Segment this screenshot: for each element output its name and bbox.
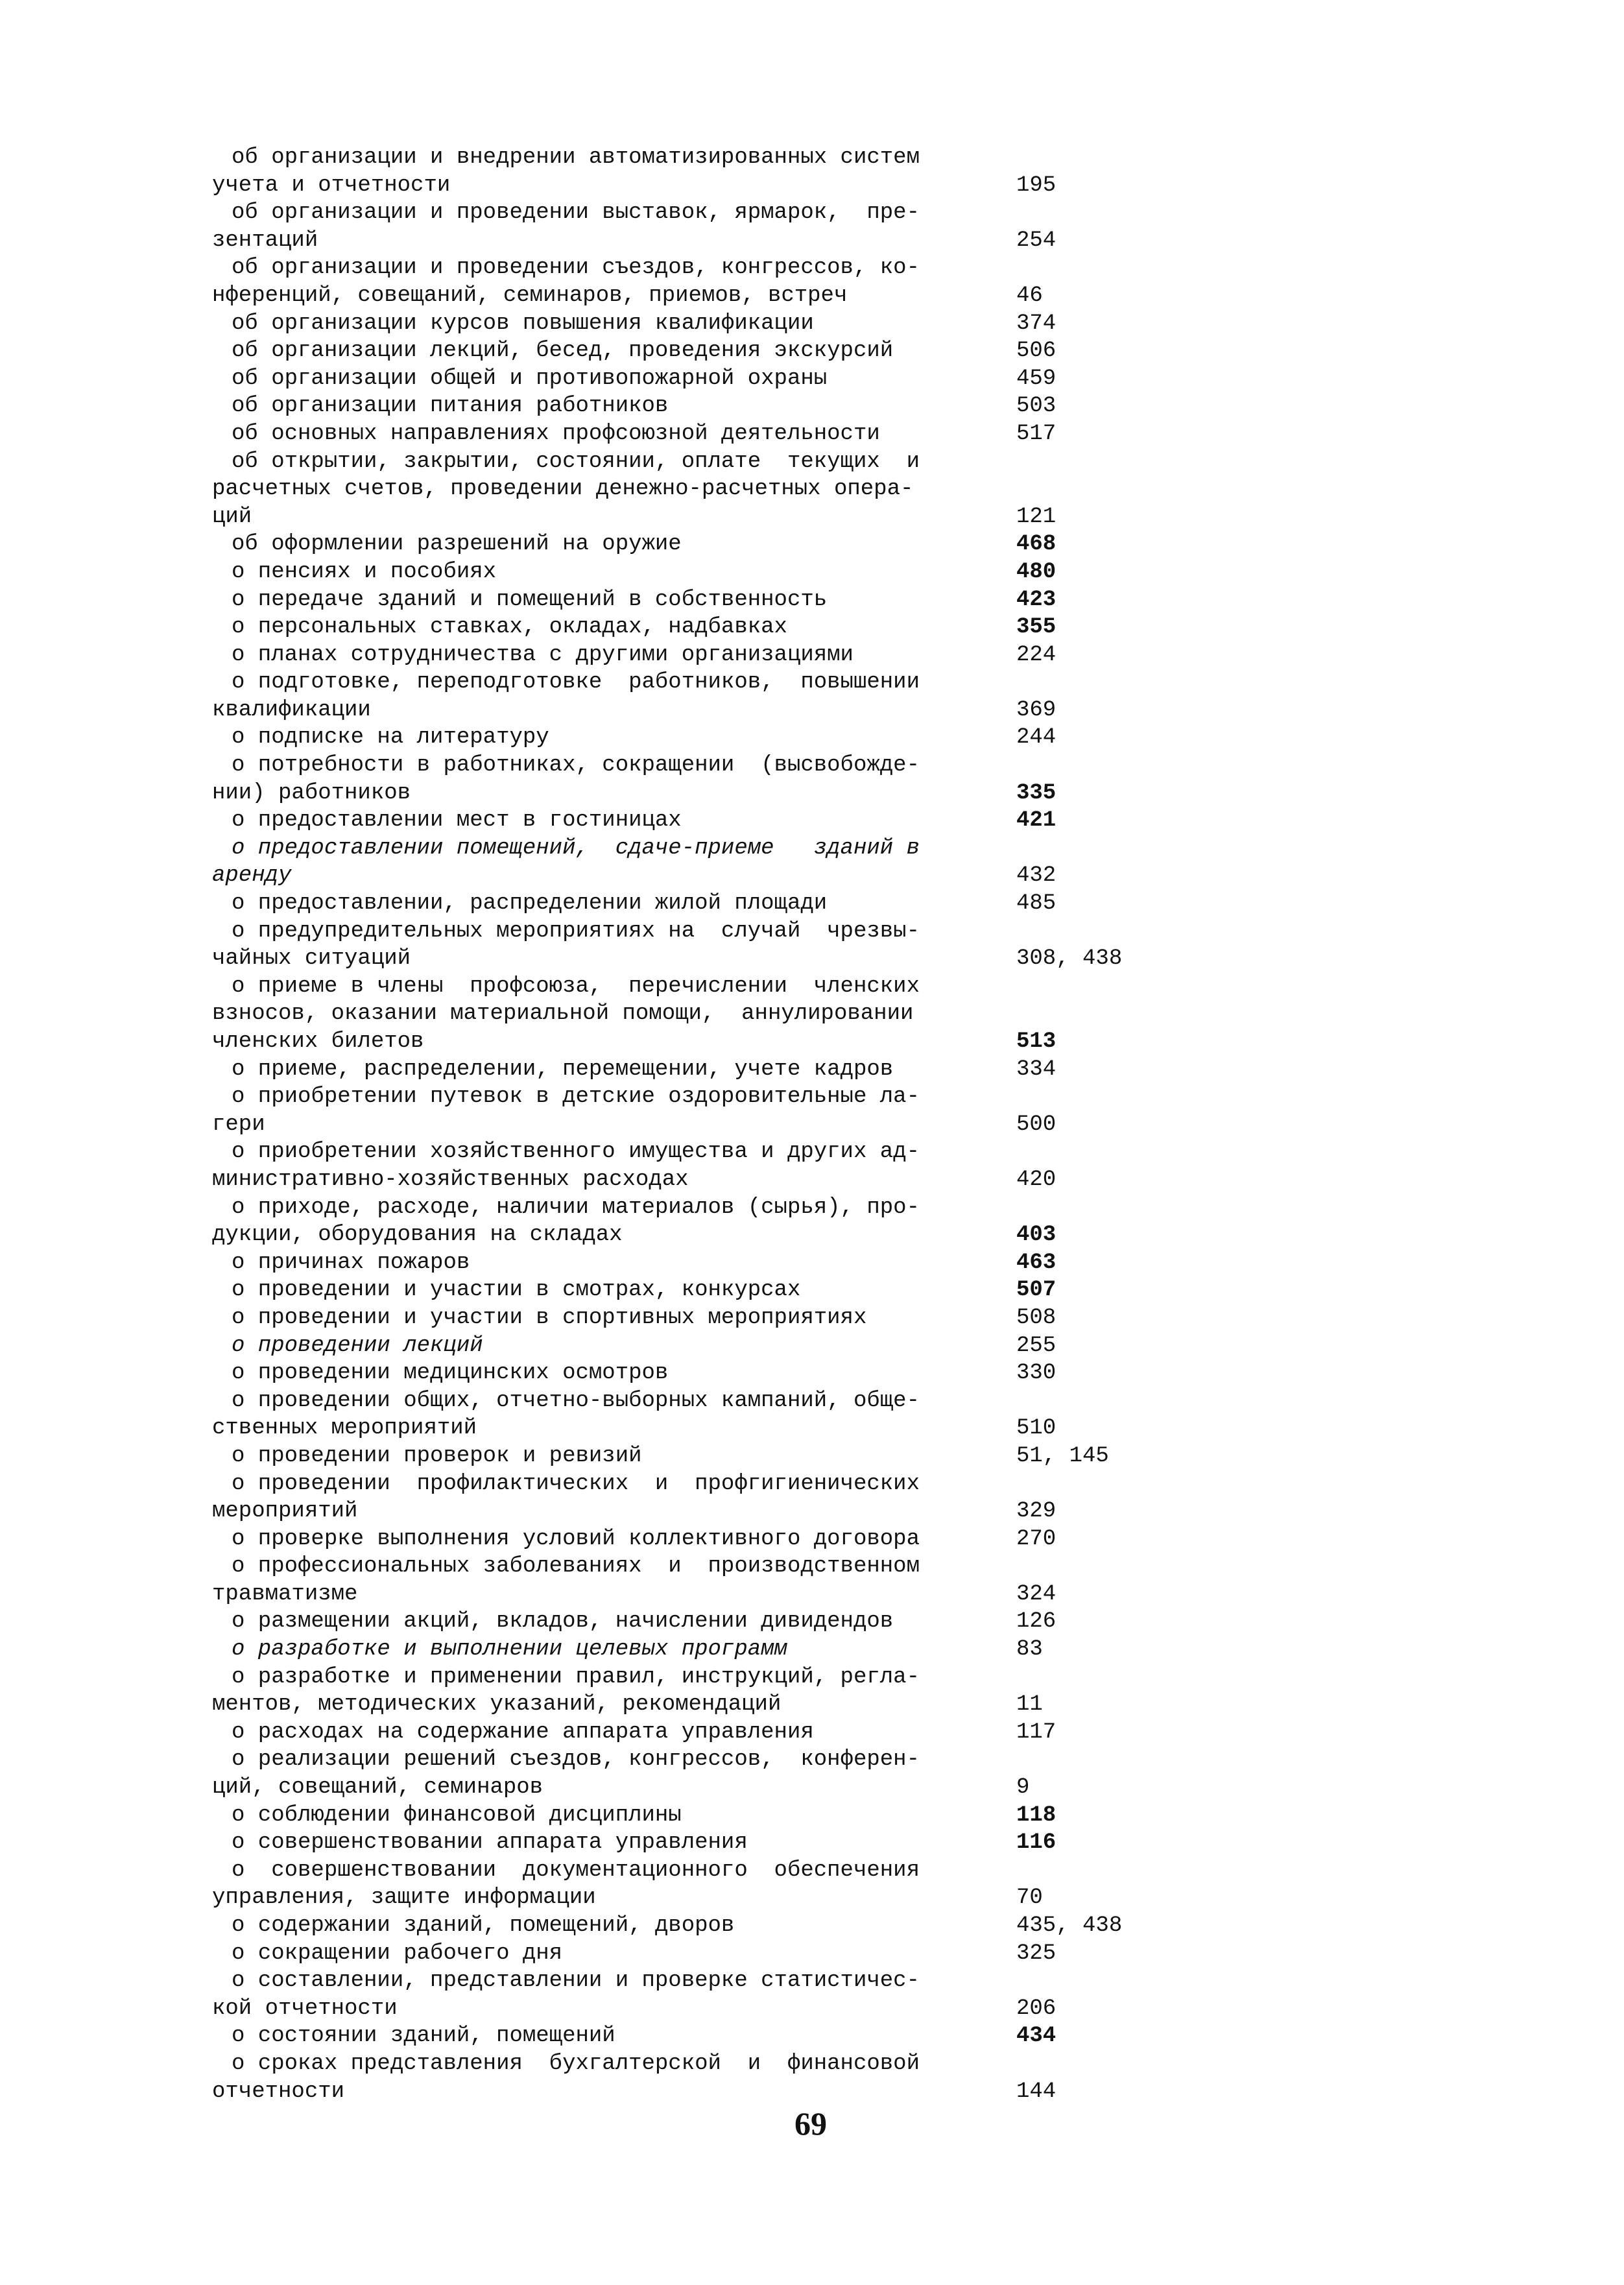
index-entry-page: 270 <box>1016 1526 1057 1551</box>
index-entry-line <box>212 531 1250 558</box>
index-entry <box>212 365 1250 393</box>
index-entry-line <box>212 1746 1250 1774</box>
index-entry <box>212 890 1250 918</box>
index-entry-line <box>212 1581 1250 1609</box>
index-entry <box>212 1967 1250 2022</box>
index-entry-line <box>212 1359 1250 1387</box>
index-entry-line <box>212 310 1250 338</box>
index-entry-line <box>212 558 1250 586</box>
index-entry-text: о предоставлении мест в гостиницах <box>232 808 682 833</box>
index-entry-text: о профессиональных заболеваниях и производственном <box>232 1554 920 1579</box>
index-entry <box>212 144 1250 199</box>
index-entry-page: 325 <box>1016 1941 1057 1966</box>
index-entry-text: об организации и проведении выставок, ярмарок, пре- <box>232 200 920 226</box>
index-entry-line <box>212 1028 1250 1056</box>
index-entry-line <box>212 586 1250 614</box>
index-entry-text: аренду <box>212 863 292 889</box>
index-entry-page: 355 <box>1016 615 1057 640</box>
index-entry-page: 206 <box>1016 1996 1057 2021</box>
index-entry-text: расчетных счетов, проведении денежно-расчетных опера- <box>212 477 914 502</box>
index-entry <box>212 448 1250 531</box>
index-entry-line <box>212 2022 1250 2050</box>
index-entry-page: 507 <box>1016 1278 1057 1303</box>
index-entry-page: 224 <box>1016 642 1057 667</box>
index-entry-line <box>212 1553 1250 1581</box>
index-entry-text: о подписке на литературу <box>232 725 549 750</box>
index-entry-line <box>212 1664 1250 1692</box>
index-entry <box>212 1802 1250 1830</box>
index-entry-line <box>212 1691 1250 1719</box>
index-entry <box>212 807 1250 835</box>
index-entry <box>212 1359 1250 1387</box>
index-entry-line <box>212 199 1250 227</box>
index-entry-line <box>212 669 1250 697</box>
index-entry-page: 517 <box>1016 421 1057 446</box>
index-entry-line <box>212 862 1250 890</box>
index-entry <box>212 337 1250 365</box>
index-entry-page: 485 <box>1016 891 1057 916</box>
index-entry-text: о приобретении путевок в детские оздоровительные ла- <box>232 1084 920 1110</box>
index-entry <box>212 1940 1250 1968</box>
index-entry-text: о подготовке, переподготовке работников, повышении <box>232 670 920 695</box>
index-entry <box>212 1829 1250 1857</box>
index-entry-page: 255 <box>1016 1333 1057 1358</box>
index-entry-page: 116 <box>1016 1830 1057 1856</box>
index-entry-text: гери <box>212 1112 265 1137</box>
index-entry-text: об организации лекций, бесед, проведения экскурсий <box>232 339 894 364</box>
index-entry-text: о проведении медицинских осмотров <box>232 1361 669 1386</box>
index-entry-text: о приеме, распределении, перемещении, учете кадров <box>232 1057 894 1082</box>
index-entry-text: травматизме <box>212 1581 358 1607</box>
index-entry-text: о приеме в члены профсоюза, перечислении членских <box>232 974 920 999</box>
index-entry-line <box>212 835 1250 863</box>
index-entry-page: 329 <box>1016 1499 1057 1524</box>
index-entry-line <box>212 1636 1250 1664</box>
index-entry <box>212 1912 1250 1940</box>
index-entry <box>212 1719 1250 1747</box>
index-entry <box>212 973 1250 1056</box>
index-entry-line <box>212 392 1250 420</box>
index-entry-text: о предоставлении, распределении жилой площади <box>232 891 828 916</box>
index-entry-page: 51, 145 <box>1016 1443 1109 1468</box>
index-entry-page: 420 <box>1016 1167 1057 1192</box>
index-entry-text: об оформлении разрешений на оружие <box>232 532 682 557</box>
index-entry-line <box>212 227 1250 255</box>
index-entry-line <box>212 282 1250 310</box>
index-entry <box>212 641 1250 669</box>
index-entry-line <box>212 780 1250 808</box>
index-entry-text: о проверке выполнения условий коллективного договора <box>232 1526 920 1551</box>
index-entry-line <box>212 1608 1250 1636</box>
index-entry-page: 9 <box>1016 1775 1030 1800</box>
index-entry-page: 244 <box>1016 725 1057 750</box>
index-entry <box>212 2050 1250 2105</box>
index-entry-text: учета и отчетности <box>212 173 451 198</box>
index-entry-line <box>212 172 1250 200</box>
index-entry-page: 513 <box>1016 1029 1057 1054</box>
index-entry-line <box>212 1194 1250 1222</box>
index-entry-line <box>212 254 1250 282</box>
page-number: 69 <box>794 2105 827 2142</box>
index-entry-text: чайных ситуаций <box>212 946 411 972</box>
index-entry <box>212 1304 1250 1332</box>
index-entry <box>212 1664 1250 1719</box>
index-entry-page: 324 <box>1016 1581 1057 1607</box>
index-entry-line <box>212 2050 1250 2078</box>
index-entry-text: квалификации <box>212 697 371 723</box>
index-entry-line <box>212 1056 1250 1084</box>
index-entry-line <box>212 1249 1250 1277</box>
index-entry <box>212 586 1250 614</box>
index-entry-line <box>212 1304 1250 1332</box>
index-entry-text: о проведении профилактических и профгигиенических <box>232 1471 920 1496</box>
index-entry-text: об открытии, закрытии, состоянии, оплате текущих и <box>232 449 920 474</box>
index-entry-text: о соблюдении финансовой дисциплины <box>232 1802 682 1828</box>
index-entry-page: 335 <box>1016 780 1057 806</box>
index-entry-page: 126 <box>1016 1609 1057 1634</box>
index-entry-page: 83 <box>1016 1637 1043 1662</box>
index-entry-text: о сокращении рабочего дня <box>232 1941 563 1966</box>
index-entry-page: 508 <box>1016 1305 1057 1330</box>
index-entry-page: 308, 438 <box>1016 946 1123 972</box>
index-entry-text: ментов, методических указаний, рекомендаций <box>212 1692 782 1717</box>
index-entry-line <box>212 144 1250 172</box>
index-entry-page: 46 <box>1016 283 1043 308</box>
index-entry-text: о проведении и участии в смотрах, конкурсах <box>232 1278 801 1303</box>
index-entry-page: 423 <box>1016 587 1057 612</box>
index-entry <box>212 1194 1250 1249</box>
index-entry-text: о совершенствовании аппарата управления <box>232 1830 748 1856</box>
index-entry-page: 70 <box>1016 1885 1043 1911</box>
index-entry <box>212 199 1250 254</box>
index-entry-line <box>212 918 1250 946</box>
index-entry-line <box>212 1166 1250 1194</box>
index-entry-page: 117 <box>1016 1719 1057 1745</box>
index-entry-text: о сроках представления бухгалтерской и финансовой <box>232 2051 920 2076</box>
index-entry <box>212 420 1250 448</box>
index-entry-line <box>212 1083 1250 1111</box>
index-entry-page: 510 <box>1016 1416 1057 1441</box>
index-entry-text: об организации общей и противопожарной охраны <box>232 366 828 391</box>
index-entry-line <box>212 973 1250 1001</box>
index-entry-page: 330 <box>1016 1361 1057 1386</box>
index-entry-line <box>212 337 1250 365</box>
index-entry-text: о реализации решений съездов, конгрессов, конферен- <box>232 1747 920 1773</box>
index-entry <box>212 310 1250 338</box>
index-entry-page: 459 <box>1016 366 1057 391</box>
index-entry-line <box>212 697 1250 724</box>
index-entry-page: 334 <box>1016 1057 1057 1082</box>
index-entry <box>212 1056 1250 1084</box>
index-entry <box>212 1442 1250 1470</box>
index-entry-text: о расходах на содержание аппарата управления <box>232 1719 814 1745</box>
index-entry-line <box>212 1857 1250 1885</box>
index-entry-page: 506 <box>1016 339 1057 364</box>
index-entry-text: нференций, совещаний, семинаров, приемов, встреч <box>212 283 848 308</box>
index-entry-line <box>212 448 1250 476</box>
index-entry-line <box>212 1884 1250 1912</box>
index-entry-text: о проведении и участии в спортивных мероприятиях <box>232 1305 867 1330</box>
index-entry-text: нии) работников <box>212 780 411 806</box>
index-entry-line <box>212 724 1250 752</box>
index-entry-line <box>212 1415 1250 1442</box>
index-entry-text: о проведении лекций <box>232 1333 483 1358</box>
index-list <box>212 144 1250 2105</box>
index-entry <box>212 752 1250 807</box>
index-entry-line <box>212 641 1250 669</box>
index-entry <box>212 835 1250 890</box>
index-entry-line <box>212 945 1250 973</box>
index-entry-text: о передаче зданий и помещений в собственность <box>232 587 828 612</box>
index-entry-line <box>212 1995 1250 2023</box>
index-entry-page: 144 <box>1016 2079 1057 2104</box>
index-entry-line <box>212 1111 1250 1139</box>
index-entry-text: о размещении акций, вкладов, начислении дивидендов <box>232 1609 894 1634</box>
index-entry-page: 403 <box>1016 1223 1057 1248</box>
index-entry-text: ственных мероприятий <box>212 1416 477 1441</box>
index-entry <box>212 1332 1250 1360</box>
index-entry-text: о причинах пожаров <box>232 1250 470 1275</box>
index-entry <box>212 1525 1250 1553</box>
index-entry-text: о проведении общих, отчетно-выборных кампаний, обще- <box>232 1388 920 1413</box>
index-entry-text: управления, защите информации <box>212 1885 596 1911</box>
index-entry-page: 435, 438 <box>1016 1913 1123 1938</box>
index-entry-text: дукции, оборудования на складах <box>212 1223 623 1248</box>
index-entry-text: о приобретении хозяйственного имущества и других ад- <box>232 1140 920 1165</box>
index-entry <box>212 1387 1250 1442</box>
index-entry-text: о разработке и выполнении целевых программ <box>232 1637 787 1662</box>
index-entry-text: об основных направлениях профсоюзной деятельности <box>232 421 880 446</box>
index-entry-text: зентаций <box>212 228 318 253</box>
index-entry-text: о проведении проверок и ревизий <box>232 1443 642 1468</box>
index-entry-text: о предупредительных мероприятиях на случай чрезвы- <box>232 918 920 944</box>
index-entry-text: о содержании зданий, помещений, дворов <box>232 1913 735 1938</box>
index-entry-text: взносов, оказании материальной помощи, аннулировании <box>212 1001 914 1027</box>
index-entry-line <box>212 1221 1250 1249</box>
index-entry-page: 468 <box>1016 532 1057 557</box>
index-entry-page: 480 <box>1016 559 1057 584</box>
index-entry-text: о потребности в работниках, сокращении (высвобожде- <box>232 753 920 778</box>
index-entry <box>212 392 1250 420</box>
index-entry-text: об организации курсов повышения квалификации <box>232 311 814 336</box>
index-entry-text: об организации и проведении съездов, конгрессов, ко- <box>232 256 920 281</box>
index-entry-line <box>212 475 1250 503</box>
index-entry-text: об организации и внедрении автоматизированных систем <box>232 145 920 170</box>
index-entry-page: 11 <box>1016 1692 1043 1717</box>
index-entry-page: 421 <box>1016 808 1057 833</box>
index-entry-line <box>212 1000 1250 1028</box>
index-entry-line <box>212 1967 1250 1995</box>
index-entry-line <box>212 1442 1250 1470</box>
index-entry <box>212 2022 1250 2050</box>
index-entry <box>212 1138 1250 1193</box>
index-entry <box>212 1249 1250 1277</box>
index-entry-line <box>212 1387 1250 1415</box>
index-entry-page: 500 <box>1016 1112 1057 1137</box>
index-entry-line <box>212 890 1250 918</box>
index-entry <box>212 669 1250 724</box>
index-entry-text: о планах сотрудничества с другими организациями <box>232 642 854 667</box>
index-entry-page: 463 <box>1016 1250 1057 1275</box>
index-entry-text: о совершенствовании документационного обеспечения <box>232 1858 920 1883</box>
index-entry-line <box>212 503 1250 531</box>
index-entry <box>212 1636 1250 1664</box>
index-entry-text: о приходе, расходе, наличии материалов (сырья), про- <box>232 1195 920 1220</box>
index-entry-line <box>212 420 1250 448</box>
index-entry-line <box>212 1829 1250 1857</box>
index-entry-text: кой отчетности <box>212 1996 398 2021</box>
index-entry-text: отчетности <box>212 2079 345 2104</box>
index-entry-line <box>212 1470 1250 1498</box>
index-entry <box>212 1553 1250 1608</box>
index-entry-text: о персональных ставках, окладах, надбавках <box>232 615 787 640</box>
index-entry-text: о составлении, представлении и проверке статистичес- <box>232 1968 920 1994</box>
index-entry-text: о пенсиях и пособиях <box>232 559 497 584</box>
index-entry-line <box>212 807 1250 835</box>
index-entry <box>212 918 1250 973</box>
index-entry-text: об организации питания работников <box>232 394 669 419</box>
index-entry-text: ций, совещаний, семинаров <box>212 1775 543 1800</box>
index-entry-line <box>212 365 1250 393</box>
index-entry-line <box>212 1138 1250 1166</box>
index-entry <box>212 1746 1250 1801</box>
index-entry-line <box>212 1332 1250 1360</box>
index-entry-text: о разработке и применении правил, инструкций, регла- <box>232 1664 920 1690</box>
index-entry <box>212 1083 1250 1138</box>
index-entry <box>212 1857 1250 1912</box>
index-entry <box>212 1470 1250 1525</box>
index-entry-page: 434 <box>1016 2024 1057 2049</box>
index-entry <box>212 531 1250 558</box>
index-entry-page: 432 <box>1016 863 1057 889</box>
index-entry-page: 503 <box>1016 394 1057 419</box>
index-entry-text: членских билетов <box>212 1029 424 1054</box>
index-entry-line <box>212 1912 1250 1940</box>
index-entry-text: о состоянии зданий, помещений <box>232 2024 615 2049</box>
index-entry-text: ций <box>212 504 252 529</box>
index-entry-line <box>212 1940 1250 1968</box>
index-entry-page: 195 <box>1016 173 1057 198</box>
index-entry-page: 254 <box>1016 228 1057 253</box>
index-entry <box>212 1608 1250 1636</box>
index-entry-line <box>212 1498 1250 1525</box>
index-entry-page: 369 <box>1016 697 1057 723</box>
index-entry-text: о предоставлении помещений, сдаче-приеме зданий в <box>232 835 920 861</box>
index-entry-page: 374 <box>1016 311 1057 336</box>
index-entry-page: 121 <box>1016 504 1057 529</box>
index-entry-line <box>212 752 1250 780</box>
index-entry-line <box>212 2078 1250 2106</box>
index-entry-line <box>212 1719 1250 1747</box>
index-entry-page: 118 <box>1016 1802 1057 1828</box>
index-entry-line <box>212 1276 1250 1304</box>
index-entry-line <box>212 1802 1250 1830</box>
index-entry <box>212 724 1250 752</box>
index-entry-line <box>212 614 1250 641</box>
index-entry-text: мероприятий <box>212 1499 358 1524</box>
index-entry <box>212 558 1250 586</box>
index-entry <box>212 254 1250 309</box>
index-entry <box>212 614 1250 641</box>
index-entry-text: министративно-хозяйственных расходах <box>212 1167 689 1192</box>
index-entry-line <box>212 1525 1250 1553</box>
index-entry <box>212 1276 1250 1304</box>
index-entry-line <box>212 1774 1250 1802</box>
